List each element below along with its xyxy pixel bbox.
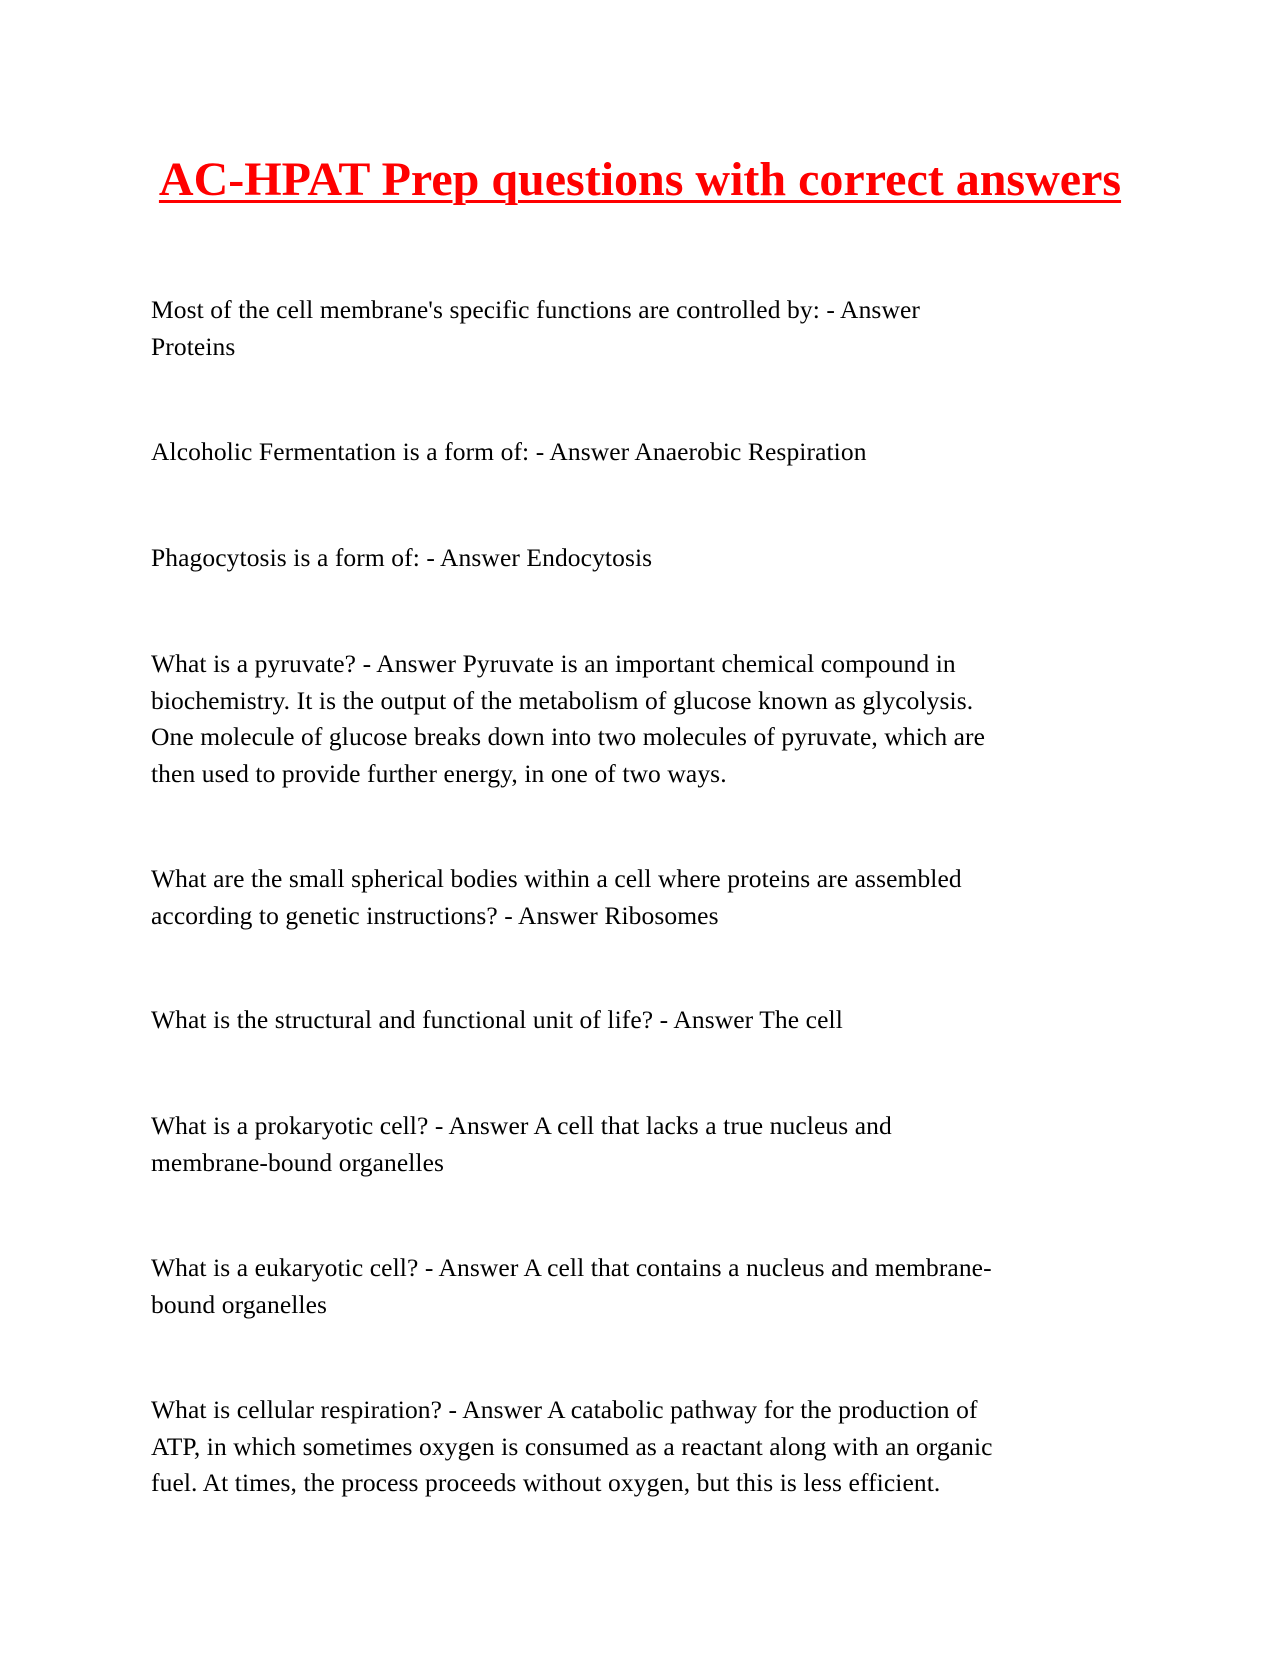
qa-item-ribosomes: What are the small spherical bodies within a cell where proteins are assembled according to genetic instructions? - Answer Ribosomes <box>151 864 962 930</box>
qa-item-eukaryotic-cell: What is a eukaryotic cell? - Answer A cell that contains a nucleus and membrane- bound organelles <box>151 1253 992 1319</box>
qa-item-prokaryotic-cell: What is a prokaryotic cell? - Answer A cell that lacks a true nucleus and membrane-bound organelles <box>151 1111 892 1177</box>
qa-item-unit-of-life: What is the structural and functional unit of life? - Answer The cell <box>151 1005 843 1034</box>
qa-item-phagocytosis: Phagocytosis is a form of: - Answer Endocytosis <box>151 543 653 572</box>
page-title: AC-HPAT Prep questions with correct answers <box>158 153 1122 206</box>
qa-item-cellular-respiration: What is cellular respiration? - Answer A catabolic pathway for the production of ATP, in which sometimes oxygen is consumed as a reactant along with an organic fuel. At times, the process proceeds without oxygen, but this is less efficient. <box>151 1395 993 1498</box>
qa-item-cell-membrane: Most of the cell membrane's specific functions are controlled by: - Answer Proteins <box>151 295 920 361</box>
qa-item-pyruvate: What is a pyruvate? - Answer Pyruvate is an important chemical compound in biochemistry. It is the output of the metabolism of glucose known as glycolysis. One molecule of glucose breaks down into two molecules of pyruvate, which are then used to provide further energy, in one of two ways. <box>151 649 986 788</box>
qa-item-alcoholic-fermentation: Alcoholic Fermentation is a form of: - Answer Anaerobic Respiration <box>151 437 867 466</box>
